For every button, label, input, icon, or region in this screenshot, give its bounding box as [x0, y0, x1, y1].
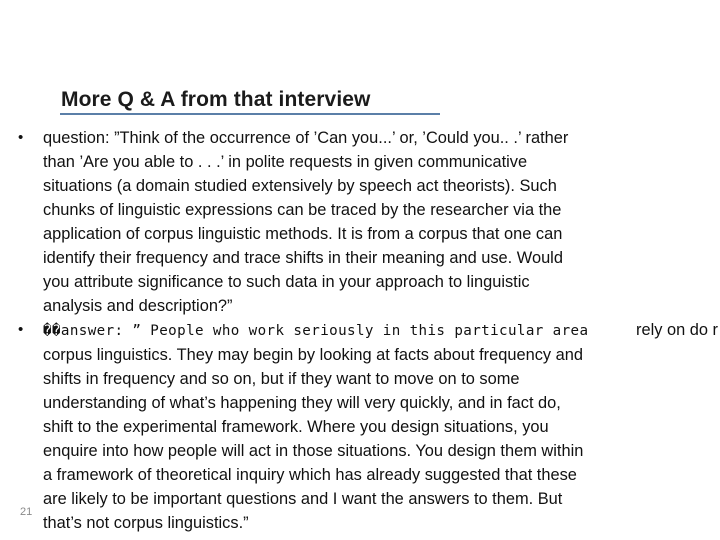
text-line: question: ”Think of the occurrence of ’Can you...’ or, ’Could you.. .’ rather [43, 129, 569, 147]
slide-title: More Q & A from that interview [61, 88, 371, 111]
text-line: shift to the experimental framework. Where you design situations, you [43, 418, 549, 436]
text-line: analysis and description?” [43, 297, 233, 315]
text-line: corpus linguistics. They may begin by looking at facts about frequency and [43, 346, 583, 364]
answer-first-line [43, 318, 718, 343]
text-line: a framework of theoretical inquiry which has already suggested that these [43, 466, 577, 484]
bullet-marker: • [18, 129, 24, 146]
title-underline [60, 113, 440, 115]
overlapping-fragment: rely on do r [636, 321, 718, 339]
text-line: are likely to be important questions and I want the answers to them. But [43, 490, 563, 508]
slide-number: 21 [20, 506, 33, 518]
text-line: chunks of linguistic expressions can be traced by the researcher via the [43, 201, 562, 219]
text-line: application of corpus linguistic methods. It is from a corpus that one can [43, 225, 563, 243]
text-line: understanding of what’s happening they will very quickly, and in fact do, [43, 394, 561, 412]
text-line: that’s not corpus linguistics.” [43, 514, 249, 532]
text-line: identify their frequency and trace shifts in their meaning and use. Would [43, 249, 563, 267]
text-line: than ’Are you able to . . .’ in polite requests in given communicative [43, 153, 528, 171]
text-line: enquire into how people will act in those situations. You design them within [43, 442, 584, 460]
text-line: shifts in frequency and so on, but if they want to move on to some [43, 370, 520, 388]
slide-body [18, 126, 718, 535]
text-line: situations (a domain studied extensively by speech act theorists). Such [43, 177, 557, 195]
mono-answer-fragment: ��answer: ” People who work seriously in this particular area [43, 323, 589, 339]
bullet-question [18, 126, 714, 318]
bullet-marker: • [18, 321, 24, 338]
text-line: you attribute significance to such data in your approach to linguistic [43, 273, 530, 291]
bullet-answer [18, 318, 718, 535]
